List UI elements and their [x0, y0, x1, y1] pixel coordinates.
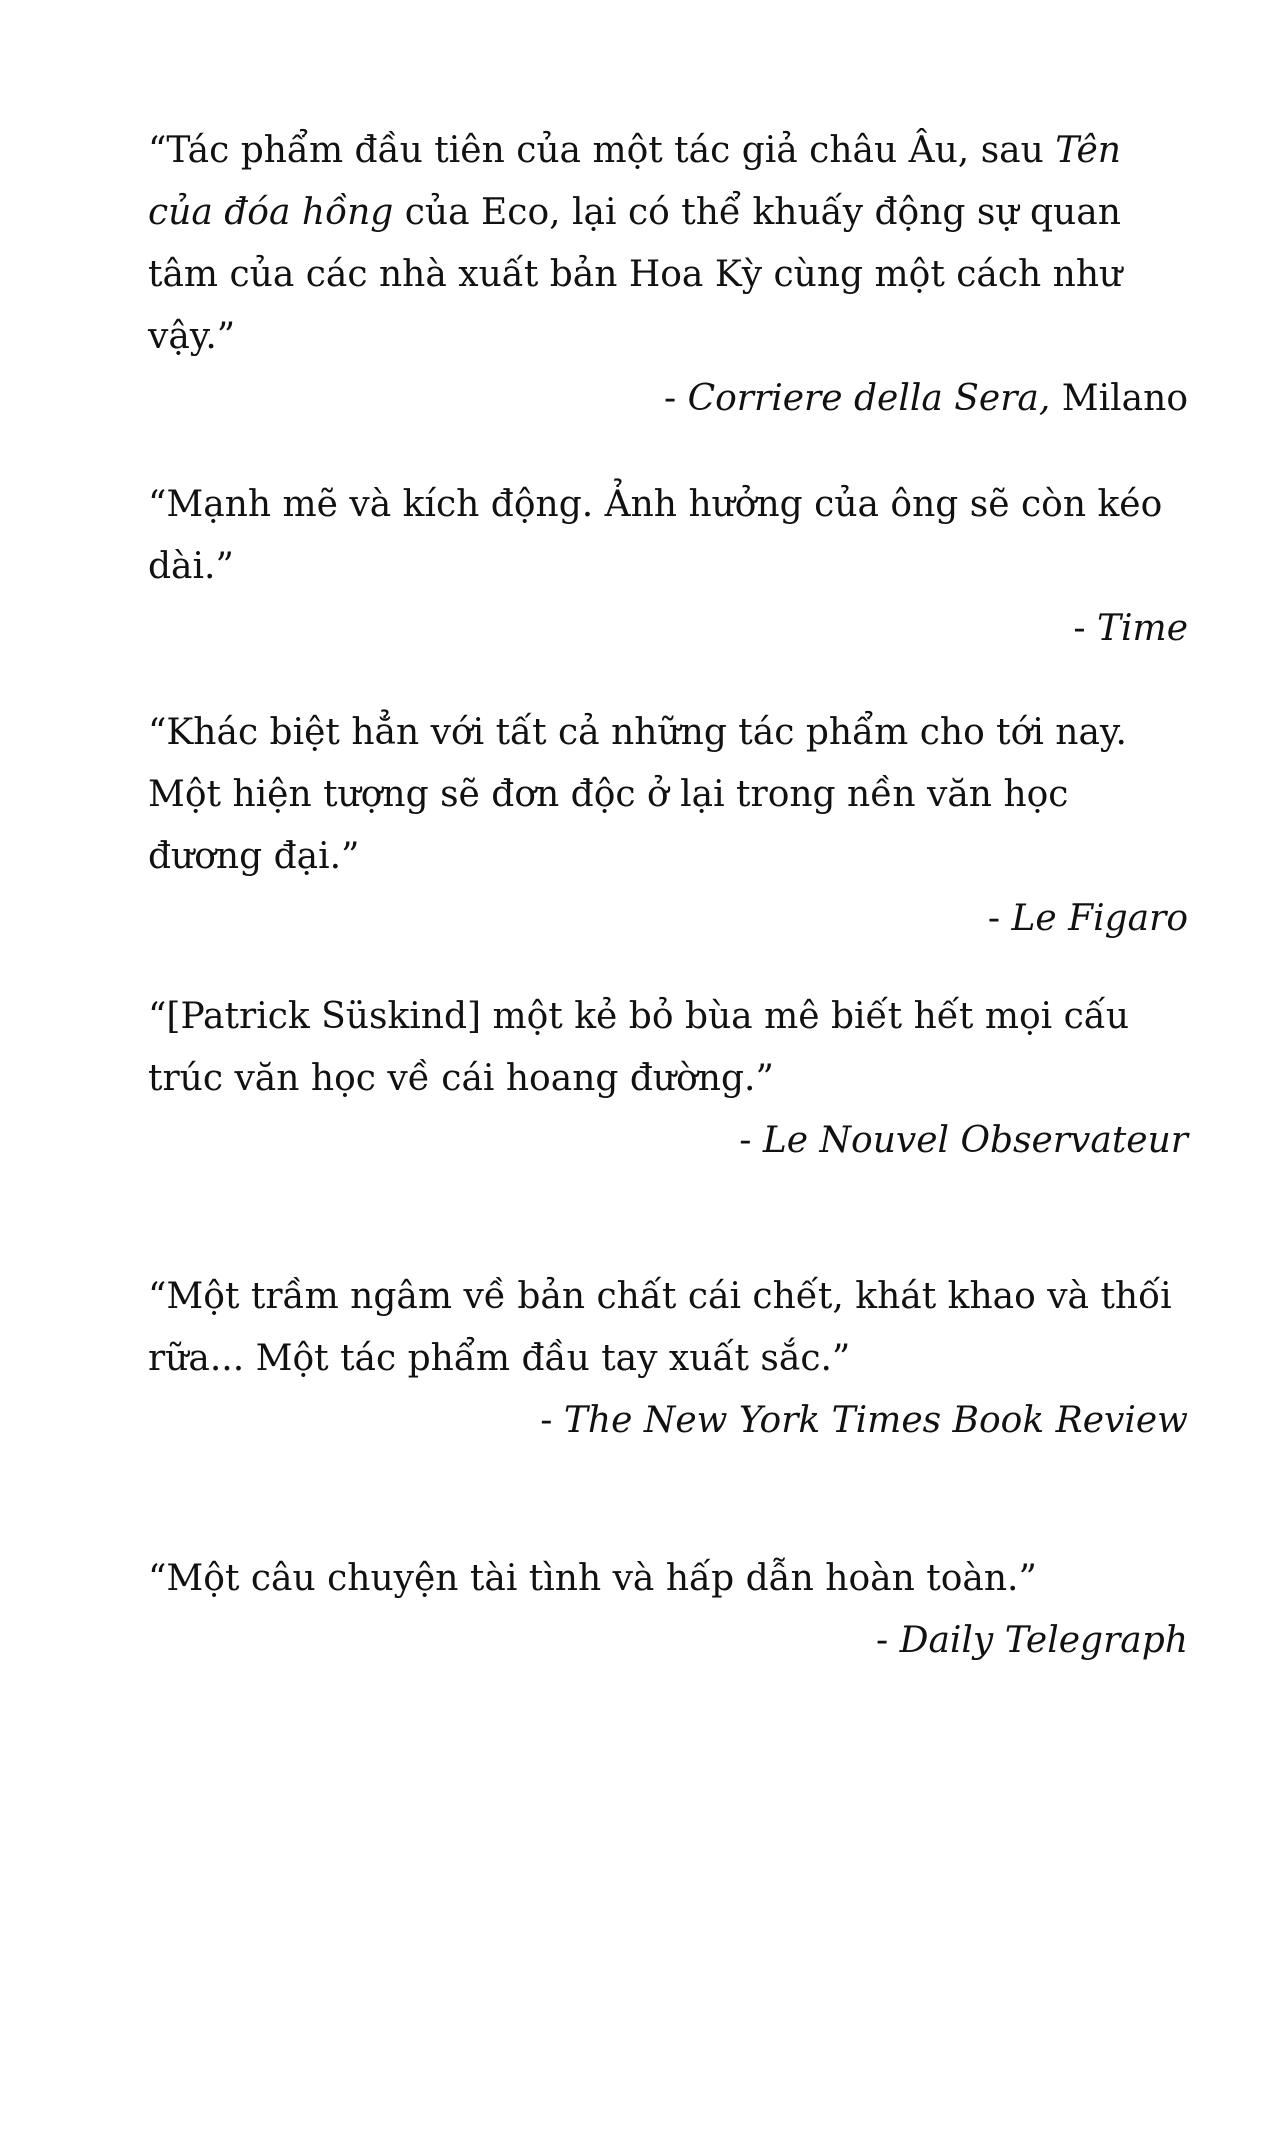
quote-nyt-book-review [148, 1266, 1188, 1452]
quote-attribution [148, 368, 1188, 430]
attribution-source: Corriere della Sera, [687, 378, 1051, 419]
quote-text: “Mạnh mẽ và kích động. Ảnh hưởng của ông sẽ còn kéo dài.” [148, 484, 1163, 587]
quote-attribution [148, 1610, 1188, 1672]
attribution-source: Le Figaro [1011, 898, 1188, 939]
attribution-source: Le Nouvel Observateur [762, 1120, 1188, 1161]
attribution-dash: - [540, 1400, 564, 1441]
quote-text-part: “Tác phẩm đầu tiên của một tác giả châu Âu, sau [148, 130, 1056, 171]
quote-attribution [148, 598, 1188, 660]
quote-time [148, 474, 1188, 660]
quote-daily-telegraph [148, 1548, 1188, 1672]
quote-attribution [148, 1110, 1188, 1172]
attribution-dash: - [1073, 608, 1098, 649]
quote-attribution [148, 888, 1188, 950]
quote-text: “Một trầm ngâm về bản chất cái chết, khát khao và thối rữa... Một tác phẩm đầu tay xuất sắc.” [148, 1276, 1172, 1379]
quote-le-nouvel-observateur [148, 986, 1188, 1172]
quote-attribution [148, 1390, 1188, 1452]
attribution-dash: - [663, 378, 688, 419]
quote-le-figaro [148, 702, 1188, 950]
attribution-dash: - [875, 1620, 900, 1661]
quote-text-part: của Eco, lại có thể khuấy động sự quan tâm của các nhà xuất bản Hoa Kỳ cùng một cách như vậy.” [148, 192, 1123, 357]
quote-text: “[Patrick Süskind] một kẻ bỏ bùa mê biết hết mọi cấu trúc văn học về cái hoang đường.” [148, 996, 1129, 1099]
attribution-source: The New York Times Book Review [563, 1400, 1188, 1441]
attribution-dash: - [739, 1120, 763, 1161]
attribution-source: Time [1097, 608, 1188, 649]
quoted-book-title: Tên của đóa hồng [148, 130, 1121, 233]
quote-text [148, 120, 1188, 368]
quote-text: “Một câu chuyện tài tình và hấp dẫn hoàn toàn.” [148, 1558, 1037, 1599]
quote-corriere [148, 120, 1188, 430]
attribution-dash: - [987, 898, 1012, 939]
attribution-city: Milano [1050, 378, 1188, 419]
attribution-source: Daily Telegraph [899, 1620, 1188, 1661]
quote-text: “Khác biệt hẳn với tất cả những tác phẩm cho tới nay. Một hiện tượng sẽ đơn độc ở lại trong nền văn học đương đại.” [148, 712, 1127, 877]
